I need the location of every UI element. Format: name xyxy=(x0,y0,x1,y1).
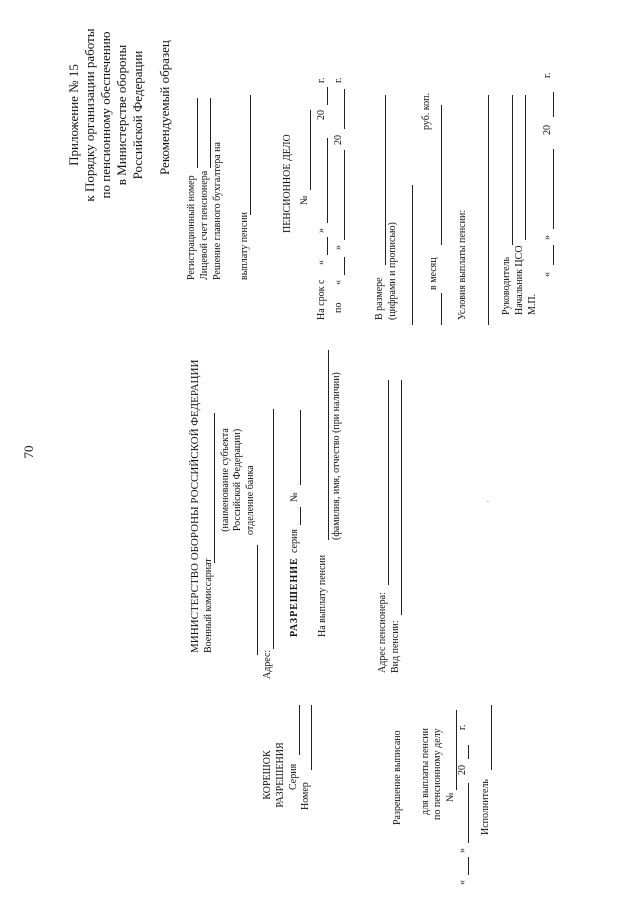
to-quote-open: « xyxy=(333,280,344,285)
decision-label: Решение главного бухгалтера на xyxy=(212,142,223,280)
sign-day-line xyxy=(553,245,554,265)
to-quote-close: » xyxy=(333,245,344,250)
chief-line xyxy=(525,95,526,240)
stub-series-label: Серия xyxy=(288,763,299,790)
permit-series-label: серия xyxy=(289,529,300,553)
reg-number-line xyxy=(197,98,198,168)
pensioner-address-label: Адрес пенсионера: xyxy=(377,592,388,673)
stub-title: КОРЕШОК xyxy=(262,750,273,800)
sign-quote-open: « xyxy=(542,272,553,277)
payout-decision-label: выплату пенсии xyxy=(239,212,250,280)
personal-account-line xyxy=(210,98,211,168)
sign-year: 20 xyxy=(542,125,553,135)
stub-number-line xyxy=(311,705,312,770)
permit-title: РАЗРЕШЕНИЕ xyxy=(289,557,300,637)
from-month-line xyxy=(327,138,328,223)
sign-quote-close: » xyxy=(542,235,553,240)
bank-branch-label: отделение банка xyxy=(245,465,256,535)
bank-line xyxy=(257,545,258,655)
head-line xyxy=(512,95,513,245)
payout-line xyxy=(328,350,329,540)
per-month-line-left xyxy=(441,293,442,325)
amount-line-2 xyxy=(412,185,413,325)
sign-year-suffix: г. xyxy=(542,72,553,78)
pension-file-no-label: № xyxy=(299,195,310,205)
to-month-line xyxy=(344,150,345,240)
per-month-line xyxy=(441,105,442,245)
reg-number-label: Регистрационный номер xyxy=(186,175,197,280)
appendix-line-2: к Порядку организации работы xyxy=(82,28,97,202)
personal-account-label: Лицевой счет пенсионера xyxy=(199,170,210,280)
to-year-suffix: г. xyxy=(333,77,344,83)
stub-date-close: » xyxy=(457,848,468,853)
stub-issued-text-3: по пенсионному делу xyxy=(432,728,443,820)
mp-label: М.П. xyxy=(527,293,538,315)
pension-type-label: Вид пенсии: xyxy=(390,620,401,673)
sample-label: Рекомендуемый образец xyxy=(157,40,172,175)
from-year: 20 xyxy=(316,110,327,120)
amount-caption: (цифрами и прописью) xyxy=(387,222,398,320)
rub-kop-label: руб. коп. xyxy=(421,92,432,130)
per-month-label: в месяц xyxy=(428,257,439,290)
stub-executor-label: Исполнитель xyxy=(480,779,491,835)
sign-year-line xyxy=(553,92,554,117)
sign-month-line xyxy=(553,149,554,229)
period-from-label: На срок с xyxy=(316,279,327,320)
from-quote-close: » xyxy=(316,228,327,233)
to-day-line xyxy=(344,257,345,275)
stub-year: 20 xyxy=(457,765,468,775)
appendix-line-4: в Министерстве обороны xyxy=(114,44,129,186)
stub-executor-line xyxy=(491,705,492,770)
conditions-line xyxy=(488,95,489,325)
appendix-line-3: по пенсионному обеспечению xyxy=(98,31,113,199)
from-day-line xyxy=(327,237,328,255)
name-caption: (фамилия, имя, отчество (при наличии) xyxy=(331,372,342,540)
stub-subtitle: РАЗРЕШЕНИЯ xyxy=(275,742,286,808)
stub-issued-text-2: для выплаты пенсии xyxy=(420,727,431,815)
subject-caption: (наименование субъекта xyxy=(220,428,231,532)
subject-caption-2: Российской Федерации) xyxy=(232,428,243,532)
stub-month-line xyxy=(468,783,469,843)
permit-no-label: № xyxy=(289,492,300,502)
amount-line xyxy=(385,95,386,265)
pension-type-line xyxy=(401,380,402,615)
payout-label: На выплату пенсии xyxy=(317,554,328,637)
fold-mark: · xyxy=(483,500,493,503)
from-year-line xyxy=(327,87,328,105)
appendix-number: Приложение № 15 xyxy=(66,64,81,166)
from-year-suffix: г. xyxy=(316,77,327,83)
stub-date-open: « xyxy=(457,880,468,885)
head-label: Руководитель xyxy=(501,256,512,315)
commissariat-line xyxy=(214,413,215,563)
pensioner-address-line xyxy=(388,380,389,585)
to-year: 20 xyxy=(333,135,344,145)
appendix-line-5: Российской Федерации xyxy=(130,50,145,180)
pension-file-no-line xyxy=(310,110,311,190)
address-label: Адрес: xyxy=(262,649,273,679)
address-line xyxy=(273,409,274,649)
pension-file-title: ПЕНСИОННОЕ ДЕЛО xyxy=(282,134,293,233)
from-quote-open: « xyxy=(316,260,327,265)
commissariat-label: Военный комиссариат xyxy=(203,558,214,653)
payout-decision-line xyxy=(250,95,251,215)
permit-no-line xyxy=(300,410,301,485)
stub-no-label: № xyxy=(445,792,456,802)
stub-year-suffix: г. xyxy=(457,724,468,730)
period-to-label: по xyxy=(333,302,344,313)
stub-issued-text: Разрешение выписано xyxy=(392,730,403,825)
to-year-line xyxy=(344,89,345,129)
permit-series-line xyxy=(300,507,301,525)
page-number: 70 xyxy=(21,445,36,459)
stub-no-line xyxy=(456,710,457,790)
stub-series-line xyxy=(299,705,300,755)
chief-label: Начальник ЦСО xyxy=(514,245,525,315)
amount-label: В размере xyxy=(374,277,385,320)
stub-number-label: Номер xyxy=(300,782,311,810)
stub-day-line xyxy=(468,857,469,875)
stub-year-line xyxy=(468,745,469,759)
ministry-title: МИНИСТЕРСТВО ОБОРОНЫ РОССИЙСКОЙ ФЕДЕРАЦИИ xyxy=(189,359,201,653)
conditions-label: Условия выплаты пенсии: xyxy=(457,209,468,320)
